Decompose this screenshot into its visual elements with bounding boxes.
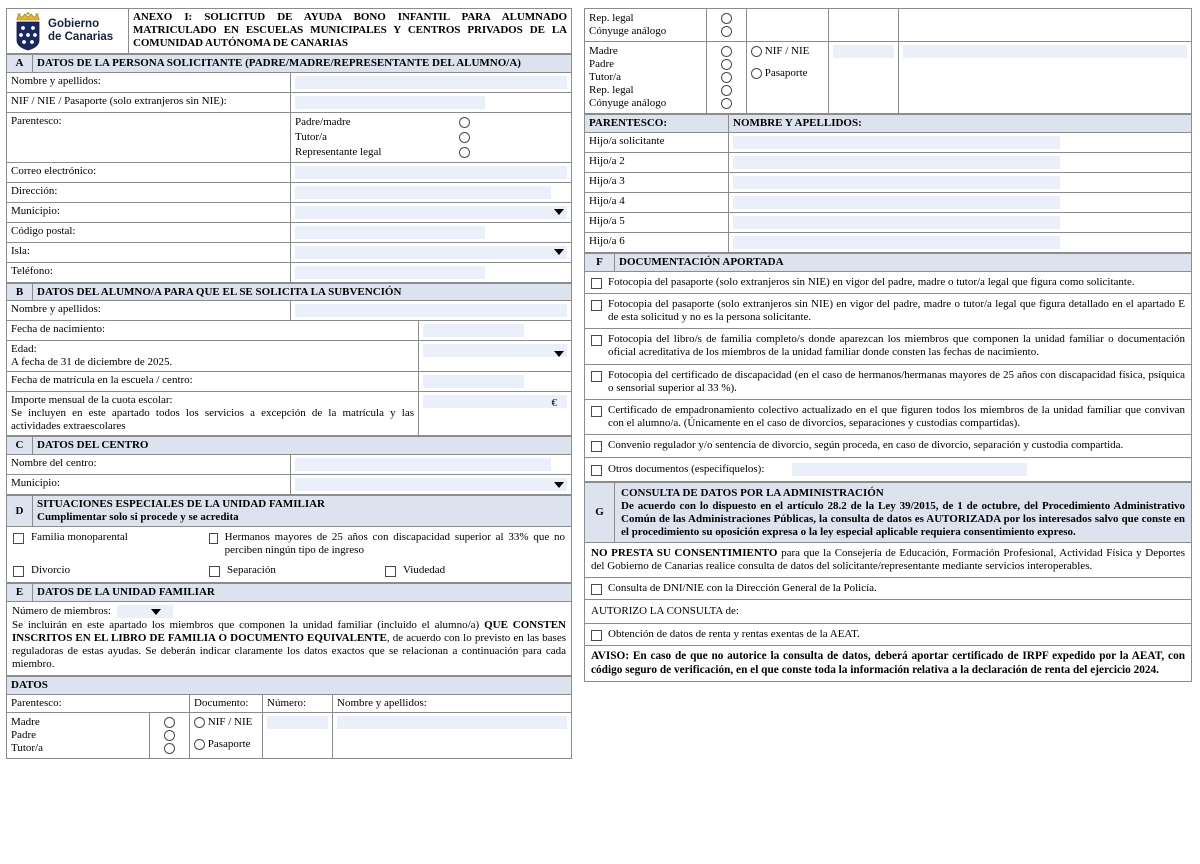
autorizo-label-row: AUTORIZO LA CONSULTA de: (585, 600, 1192, 624)
member-1b-documento (747, 9, 829, 42)
member-2-parentesco-radios (707, 41, 747, 113)
section-a-letter: A (7, 55, 33, 73)
label-nombre-solicitante: Nombre y apellidos: (7, 72, 291, 92)
member-2-documento (747, 41, 829, 113)
label-edad (7, 341, 419, 372)
section-c (6, 436, 572, 495)
label-nombre-alumno: Nombre y apellidos: (7, 301, 291, 321)
section-g-letter: G (585, 482, 615, 543)
table-row (585, 232, 1192, 252)
input-hijo-3[interactable] (729, 192, 1192, 212)
label-importe-cuota (7, 392, 419, 436)
label-nif-nie-1: NIF / NIE (207, 715, 253, 728)
section-b-letter: B (7, 283, 33, 301)
section-e-title: DATOS DE LA UNIDAD FAMILIAR (33, 584, 572, 602)
label-importe-sub: Se incluyen en este apartado todos los servicios a excepción de la matrícula y las actividades extraescolares (11, 407, 414, 433)
member-1b-opt-1: Cónyuge análogo (589, 24, 667, 37)
label-edad-main: Edad: (11, 343, 37, 356)
label-consulta-dni: Consulta de DNI/NIE con la Dirección General de la Policía. (608, 582, 877, 595)
parentesco-opt-label-1: Tutor/a (295, 130, 327, 143)
radio-representante-legal[interactable] (459, 147, 470, 158)
chevron-down-icon[interactable] (554, 482, 564, 488)
radio-madre-1[interactable] (164, 717, 175, 728)
section-b-title: DATOS DEL ALUMNO/A PARA QUE EL SE SOLICITA LA SUBVENCIÓN (33, 283, 572, 301)
radio-padre-1[interactable] (164, 730, 175, 741)
hijo-label-5: Hijo/a 6 (585, 232, 729, 252)
member-2-opt-3: Rep. legal (589, 83, 634, 96)
hijo-label-0: Hijo/a solicitante (585, 132, 729, 152)
right-column (572, 0, 1200, 864)
logo-text-line1: Gobierno (48, 18, 100, 31)
label-fecha-nacimiento: Fecha de nacimiento: (7, 321, 419, 341)
checkbox-familia-monoparental[interactable] (13, 533, 24, 544)
radio-rep-legal-1[interactable] (721, 13, 732, 24)
section-d-letter: D (7, 496, 33, 527)
checkbox-viudedad[interactable] (385, 566, 396, 577)
member-1-parentesco-labels (7, 712, 150, 758)
radio-padre-madre[interactable] (459, 117, 470, 128)
label-parentesco-solicitante: Parentesco: (7, 112, 291, 162)
member-1-opt-1: Padre (11, 728, 37, 741)
parentesco-opt-label-0: Padre/madre (295, 115, 351, 128)
input-direccion[interactable] (291, 182, 572, 202)
member-row-1-cont (585, 9, 1192, 42)
label-municipio-centro: Municipio: (7, 475, 291, 495)
section-a-title: DATOS DE LA PERSONA SOLICITANTE (PADRE/MADRE/REPRESENTANTE DEL ALUMNO/A) (33, 55, 572, 73)
aviso-text: AVISO: En caso de que no autorice la consulta de datos, deberá aportar certificado de IRPF expedido por la AEAT, con código seguro de verificación, en el que conste toda la información relativa a la declaración de renta del ejercicio 2024. (585, 646, 1192, 682)
checkbox-doc-5[interactable] (591, 441, 602, 452)
checkbox-doc-3[interactable] (591, 371, 602, 382)
input-numero-1[interactable] (263, 712, 333, 758)
table-row (585, 212, 1192, 232)
input-nif-solicitante[interactable] (291, 92, 572, 112)
input-telefono[interactable] (291, 262, 572, 282)
section-f-letter: F (585, 253, 615, 271)
section-c-letter: C (7, 437, 33, 455)
doc-item-3-text: Fotocopia del certificado de discapacidad (en el caso de hermanos/hermanas mayores de 25 años con discapacidad física, psíquica o sensorial superior al 33 %). (608, 368, 1185, 394)
col-header-documento: Documento: (190, 694, 263, 712)
label-telefono: Teléfono: (7, 262, 291, 282)
label-viudedad: Viudedad (403, 564, 446, 577)
input-nombre-centro[interactable] (291, 455, 572, 475)
label-importe-main: Importe mensual de la cuota escolar: (11, 394, 173, 407)
gobierno-de-canarias-shield-icon (13, 11, 43, 51)
checkbox-hermanos-discapacidad[interactable] (209, 533, 218, 544)
doc-item-otros (585, 457, 1192, 481)
input-correo[interactable] (291, 162, 572, 182)
label-pasaporte-2: Pasaporte (764, 66, 808, 79)
checkbox-doc-0[interactable] (591, 278, 602, 289)
input-hijo-1[interactable] (729, 152, 1192, 172)
input-hijo-2[interactable] (729, 172, 1192, 192)
doc-item-1-text: Fotocopia del pasaporte (solo extranjeros sin NIE) en vigor del padre, madre o tutor/a legal que figura detallado en el apartado E de esta solicitud y no es la persona solicitante. (608, 297, 1185, 324)
doc-item-4-text: Certificado de empadronamiento colectivo actualizado en el que figuren todos los miembros de la unidad familiar que convivan con el alumno/a. (Únicamente en el caso de divorcios, separaciones y custodias compartidas). (608, 404, 1185, 430)
doc-item-5-text: Convenio regulador y/o sentencia de divorcio, según proceda, en caso de divorcio, separación y custodia compartida. (608, 439, 1124, 452)
hijos-header-nombre: NOMBRE Y APELLIDOS: (729, 114, 1192, 132)
member-2-opt-2: Tutor/a (589, 70, 621, 83)
datos-miembros-continuation (584, 8, 1192, 114)
datos-miembros-table (6, 676, 572, 759)
section-a (6, 54, 572, 283)
checkbox-separacion[interactable] (209, 566, 220, 577)
member-1-opt-2: Tutor/a (11, 741, 43, 754)
label-hermanos-discapacidad: Hermanos mayores de 25 años con discapacidad superior al 33% que no perciben ningún tipo de ingreso (224, 531, 565, 557)
label-nif-nie-2: NIF / NIE (764, 44, 810, 57)
document-title: ANEXO I: SOLICITUD DE AYUDA BONO INFANTIL PARA ALUMNADO MATRICULADO EN ESCUELAS MUNICIPALES Y CENTROS PRIVADOS DE LA COMUNIDAD AUTÓNOMA DE CANARIAS (129, 9, 572, 54)
section-e-intro (7, 602, 572, 676)
member-row-2 (585, 41, 1192, 113)
select-isla[interactable] (291, 242, 572, 262)
doc-item-0-text: Fotocopia del pasaporte (solo extranjeros sin NIE) en vigor del padre, madre o tutor/a legal que figura como solicitante. (608, 275, 1135, 288)
input-nombre-alumno[interactable] (291, 301, 572, 321)
doc-item-0 (585, 271, 1192, 293)
radio-pasaporte-2[interactable] (751, 68, 762, 79)
table-row (585, 132, 1192, 152)
consulta-dni-row (585, 578, 1192, 600)
input-fecha-nacimiento[interactable] (419, 321, 572, 341)
section-d (6, 495, 572, 583)
checkbox-divorcio[interactable] (13, 566, 24, 577)
member-1b-parentesco-labels (585, 9, 707, 42)
section-c-title: DATOS DEL CENTRO (33, 437, 572, 455)
section-g-title: CONSULTA DE DATOS POR LA ADMINISTRACIÓN (621, 486, 884, 499)
parentesco-options (291, 112, 572, 162)
section-d-title-line1: SITUACIONES ESPECIALES DE LA UNIDAD FAMILIAR (37, 498, 325, 511)
radio-rep-legal-2[interactable] (721, 85, 732, 96)
chevron-down-icon[interactable] (554, 249, 564, 255)
hijo-label-4: Hijo/a 5 (585, 212, 729, 232)
section-e-letter: E (7, 584, 33, 602)
input-numero-2[interactable] (829, 41, 899, 113)
member-1b-numero (829, 9, 899, 42)
chevron-down-icon[interactable] (554, 351, 564, 357)
input-hijo-0[interactable] (729, 132, 1192, 152)
select-num-miembros[interactable] (117, 605, 173, 618)
input-hijo-5[interactable] (729, 232, 1192, 252)
section-e-paragraph (12, 619, 566, 671)
member-1b-nombre (899, 9, 1192, 42)
radio-tutor-2[interactable] (721, 72, 732, 83)
radio-pasaporte-1[interactable] (194, 739, 205, 750)
member-1-parentesco-radios (150, 712, 190, 758)
select-municipio-centro[interactable] (291, 475, 572, 495)
select-municipio-solicitante[interactable] (291, 202, 572, 222)
no-presta-consentimiento (585, 543, 1192, 578)
euro-symbol: € (551, 397, 557, 410)
label-divorcio: Divorcio (31, 564, 71, 577)
label-otros-documentos: Otros documentos (especifíquelos): (608, 462, 765, 475)
label-correo: Correo electrónico: (7, 162, 291, 182)
col-header-parentesco: Parentesco: (7, 694, 190, 712)
input-nombre-solicitante[interactable] (291, 72, 572, 92)
table-row (585, 152, 1192, 172)
radio-nif-nie-2[interactable] (751, 46, 762, 57)
section-e-paragraph-2: , de acuerdo con lo previsto en las bases reguladoras de estas ayudas. Se deberán indicar claramente los datos exactos que se relacionan a continuación para cada miembro. (12, 632, 566, 671)
section-g-header (615, 482, 1192, 543)
doc-item-1 (585, 293, 1192, 328)
radio-tutor[interactable] (459, 132, 470, 143)
hijos-header-parentesco: PARENTESCO: (585, 114, 729, 132)
section-g (584, 482, 1192, 682)
checkbox-doc-2[interactable] (591, 335, 602, 346)
input-nombre-1[interactable] (333, 712, 572, 758)
member-1-documento (190, 712, 263, 758)
hijo-label-1: Hijo/a 2 (585, 152, 729, 172)
section-f (584, 253, 1192, 482)
label-nombre-centro: Nombre del centro: (7, 455, 291, 475)
input-nombre-2[interactable] (899, 41, 1192, 113)
radio-conyuge-analogo-2[interactable] (721, 98, 732, 109)
doc-item-3 (585, 364, 1192, 399)
member-row-1 (7, 712, 572, 758)
datos-subtitle: DATOS (7, 677, 572, 695)
member-2-opt-1: Padre (589, 57, 615, 70)
input-importe-cuota[interactable] (419, 392, 572, 436)
section-b (6, 283, 572, 437)
member-1b-opt-0: Rep. legal (589, 12, 634, 24)
doc-item-4 (585, 400, 1192, 435)
checkbox-doc-4[interactable] (591, 406, 602, 417)
section-f-title: DOCUMENTACIÓN APORTADA (615, 253, 1192, 271)
label-edad-sub: A fecha de 31 de diciembre de 2025. (11, 356, 173, 369)
radio-madre-2[interactable] (721, 46, 732, 57)
label-obtencion-renta: Obtención de datos de renta y rentas exentas de la AEAT. (608, 628, 860, 641)
member-2-parentesco-labels (585, 41, 707, 113)
hijo-label-3: Hijo/a 4 (585, 192, 729, 212)
radio-nif-nie-1[interactable] (194, 717, 205, 728)
label-isla: Isla: (7, 242, 291, 262)
label-direccion: Dirección: (7, 182, 291, 202)
input-fecha-matricula[interactable] (419, 372, 572, 392)
radio-tutor-1[interactable] (164, 743, 175, 754)
member-1b-parentesco-radios (707, 9, 747, 42)
col-header-numero: Número: (263, 694, 333, 712)
table-row (585, 192, 1192, 212)
obtencion-renta-row (585, 624, 1192, 646)
section-d-title-line2: Cumplimentar solo si procede y se acredita (37, 511, 239, 524)
num-miembros-row (12, 605, 566, 618)
left-column (0, 0, 572, 864)
radio-conyuge-analogo-1[interactable] (721, 26, 732, 37)
section-e-paragraph-bold: QUE CONSTEN INSCRITOS EN EL LIBRO DE FAMILIA O DOCUMENTO EQUIVALENTE (12, 619, 566, 645)
section-g-body: De acuerdo con lo dispuesto en el artículo 28.2 de la Ley 39/2015, de 1 de octubre, del Procedimiento Administrativo Común de las Administraciones Públicas, la consulta de datos es AUTORIZADA por los interesados salvo que conste en el procedimiento su oposición expresa o la ley especial aplicable requiera consentimiento expreso. (621, 499, 1185, 538)
select-edad[interactable] (419, 341, 572, 372)
col-header-nombre: Nombre y apellidos: (333, 694, 572, 712)
label-num-miembros: Número de miembros: (12, 605, 111, 618)
chevron-down-icon[interactable] (151, 609, 161, 615)
checkbox-otros-documentos[interactable] (591, 465, 602, 476)
label-municipio-solicitante: Municipio: (7, 202, 291, 222)
label-separacion: Separación (227, 564, 276, 577)
hijo-label-2: Hijo/a 3 (585, 172, 729, 192)
doc-item-2-text: Fotocopia del libro/s de familia completo/s donde aparezcan los miembros que componen la unidad familiar o documentación oficial acreditativa de los miembros de la unidad familiar donde consten las fechas de nacimiento. (608, 333, 1185, 359)
section-d-options (7, 527, 572, 583)
label-nif-solicitante: NIF / NIE / Pasaporte (solo extranjeros sin NIE): (7, 92, 291, 112)
input-otros-documentos[interactable] (792, 463, 1027, 476)
no-presta-bold: NO PRESTA SU CONSENTIMIENTO (591, 547, 778, 560)
logo-text-line2: de Canarias (48, 31, 114, 43)
no-presta-rest: para que la Consejería de Educación, Formación Profesional, Actividad Física y Deportes del Gobierno de Canarias realice consulta de datos del solicitante/representante mediante servicios interoperables. (591, 547, 1186, 573)
label-fecha-matricula: Fecha de matrícula en la escuela / centro: (7, 372, 419, 392)
section-d-title (33, 496, 572, 527)
parentesco-opt-label-2: Representante legal (295, 145, 382, 158)
doc-item-2 (585, 329, 1192, 364)
hijos-table (584, 114, 1192, 253)
chevron-down-icon[interactable] (554, 209, 564, 215)
member-2-opt-4: Cónyuge análogo (589, 96, 667, 109)
input-codigo-postal[interactable] (291, 222, 572, 242)
input-hijo-4[interactable] (729, 212, 1192, 232)
document-header (6, 8, 572, 54)
checkbox-consulta-dni[interactable] (591, 584, 602, 595)
checkbox-doc-1[interactable] (591, 300, 602, 311)
section-e (6, 583, 572, 676)
member-2-opt-0: Madre (589, 44, 618, 57)
radio-padre-2[interactable] (721, 59, 732, 70)
table-row (585, 172, 1192, 192)
member-1-opt-0: Madre (11, 715, 40, 728)
checkbox-obtencion-renta[interactable] (591, 630, 602, 641)
label-familia-monoparental: Familia monoparental (31, 531, 128, 544)
doc-item-5 (585, 435, 1192, 457)
label-codigo-postal: Código postal: (7, 222, 291, 242)
label-pasaporte-1: Pasaporte (207, 737, 251, 750)
section-e-paragraph-1: Se incluirán en este apartado los miembros que componen la unidad familiar (incluido el alumno/a) (12, 619, 485, 632)
logo-cell (7, 9, 129, 54)
